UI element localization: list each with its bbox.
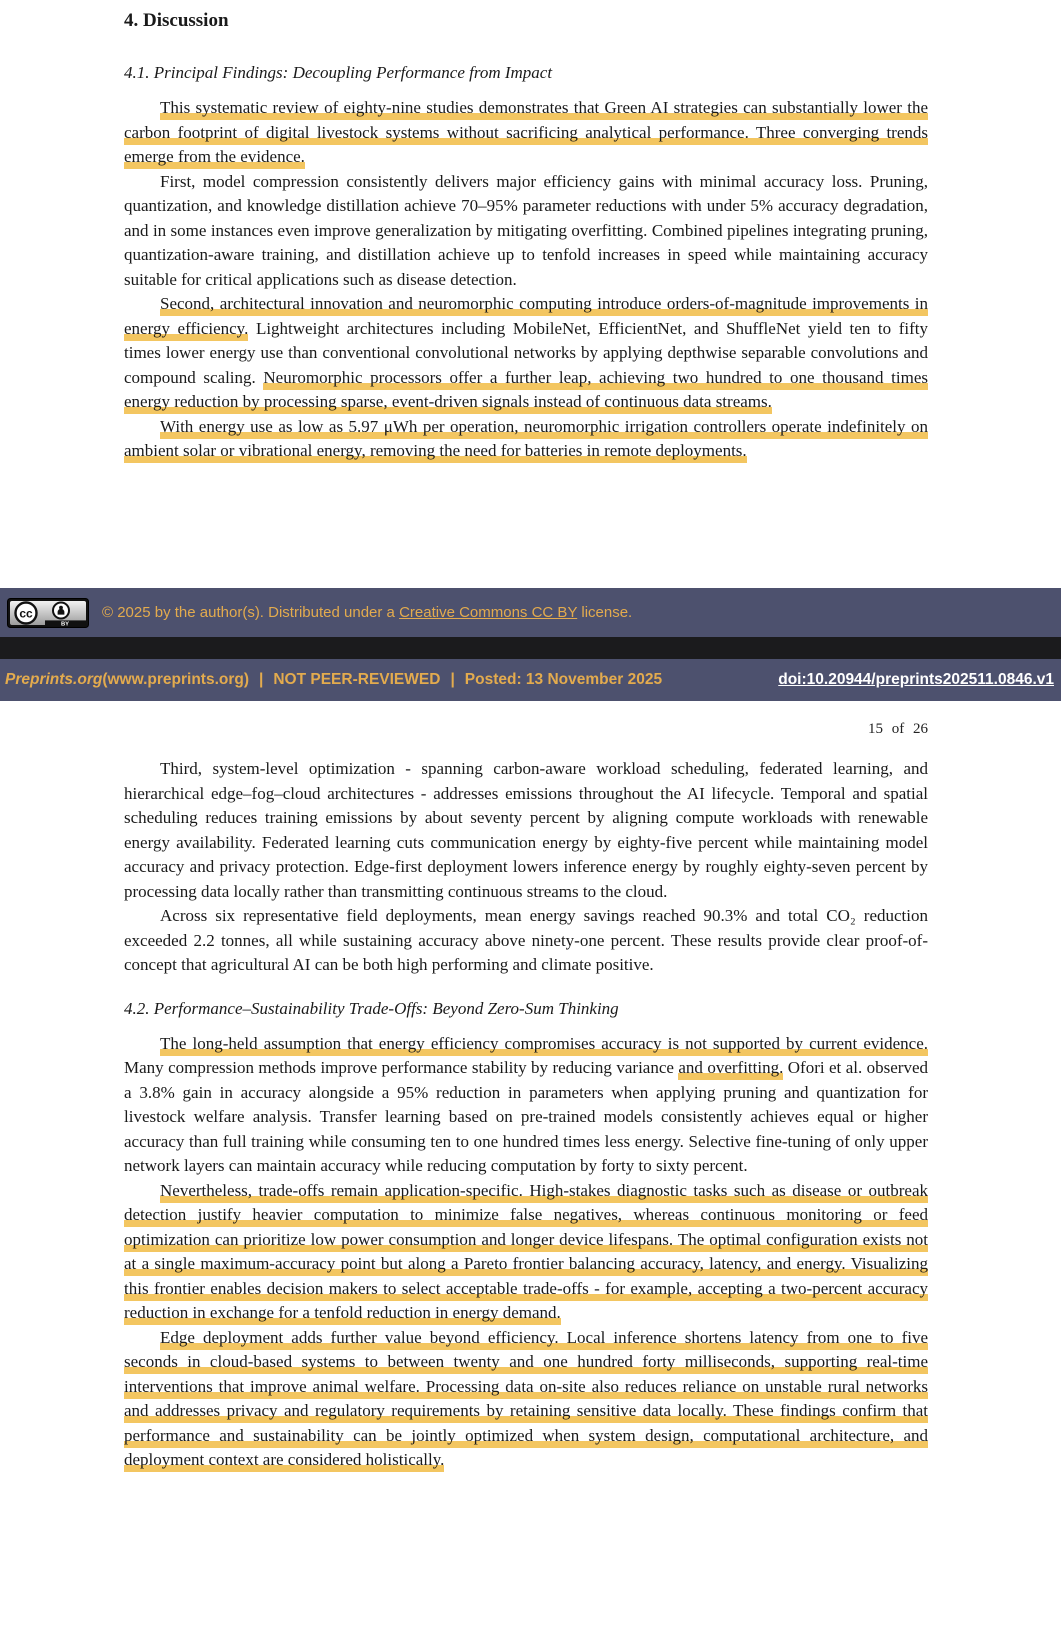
not-peer-reviewed-label: NOT PEER-REVIEWED — [273, 671, 441, 688]
paragraph — [124, 96, 928, 170]
cc-text-after-link: license. — [577, 604, 633, 621]
body-text: Many compression methods improve performance stability by reducing variance — [124, 1058, 679, 1077]
paragraph — [124, 415, 928, 464]
subsection-heading-4-1: 4.1. Principal Findings: Decoupling Performance from Impact — [124, 63, 553, 82]
highlighted-text: Edge deployment adds further value beyond efficiency. Local inference shortens latency from one to five seconds in cloud-based systems to between twenty and one hundred forty milliseconds, supporting real-time interventions that improve animal welfare. Processing data on-site also reduces reliance on unstable rural networks and addresses privacy and regulatory requirements by retaining sensitive data locally. These findings confirm that performance and sustainability can be jointly optimized when system design, computational architecture, and deployment context are considered holistically. — [124, 1328, 928, 1473]
body-paragraphs-top — [124, 96, 928, 464]
page-divider — [0, 637, 1061, 659]
paragraph — [124, 170, 928, 293]
cc-license-text — [102, 604, 632, 621]
section-heading: 4. Discussion — [124, 10, 229, 31]
paragraph — [124, 292, 928, 415]
site-url: (www.preprints.org) — [102, 671, 250, 688]
paragraph — [124, 757, 928, 904]
page-number: 15 of 26 — [868, 721, 928, 737]
creative-commons-link[interactable]: Creative Commons CC BY — [399, 604, 578, 621]
body-text: Lightweight architectures including MobileNet, EfficientNet, and ShuffleNet yield ten to fifty times lower energy use than conventional convolutional networks by applying depthwise separable convolutions and compound scaling. — [124, 318, 929, 387]
preprints-banner — [0, 659, 1061, 701]
paragraph — [124, 1179, 928, 1326]
highlighted-text: Neuromorphic processors offer a further leap, achieving two hundred to one thousand times energy reduction by processing sparse, event-driven signals instead of continuous data streams. — [124, 368, 928, 415]
cc-text-before-link: © 2025 by the author(s). Distributed under a — [102, 604, 400, 621]
doi-link[interactable]: doi:10.20944/preprints202511.0846.v1 — [778, 671, 1054, 688]
cc-license-banner — [0, 588, 1061, 637]
body-text: First, model compression consistently delivers major efficiency gains with minimal accuracy loss. Pruning, quantization, and knowledge distillation achieve 70–95% parameter reductions with under 5% accuracy degradation, and in some instances even improve generalization by mitigating overfitting. Combined pipelines integrating pruning, quantization-aware training, and distillation achieve up to tenfold increases in speed while maintaining accuracy suitable for critical applications such as disease detection. — [124, 171, 928, 289]
by-label: BY — [60, 620, 70, 627]
cc-by-badge-icon — [7, 598, 89, 628]
site-name: Preprints.org — [5, 671, 103, 688]
cc-circle-label: cc — [19, 606, 33, 620]
highlighted-text: Second, architectural innovation and neuromorphic computing introduce orders-of-magnitude improvements in energy efficiency. — [124, 294, 928, 341]
subsection-heading-4-2: 4.2. Performance–Sustainability Trade-Offs: Beyond Zero-Sum Thinking — [124, 998, 619, 1018]
body-text: Third, system-level optimization - spanning carbon-aware workload scheduling, federated learning, and hierarchical edge–fog–cloud architectures - addresses emissions throughout the AI lifecycle. Temporal and spatial scheduling reduces training emissions by about seventy percent by aligning compute workloads with renewable energy availability. Federated learning cuts communication energy by eighty-five percent while maintaining model accuracy and privacy protection. Edge-first deployment lowers inference energy by roughly eighty-seven percent by processing data locally rather than transmitting continuous streams to the cloud. — [124, 759, 928, 901]
separator-bar: | — [259, 671, 264, 688]
preprints-banner-left — [5, 671, 662, 689]
body-text: Across six representative field deployments, mean energy savings reached 90.3% and total CO₂ reduction exceeded 2.2 tonnes, all while sustaining accuracy above ninety-one percent. These results provide clear proof-of-concept that agricultural AI can be both high performing and climate positive. — [124, 906, 928, 974]
highlighted-text: and overfitting. — [678, 1058, 783, 1080]
paragraph — [124, 904, 928, 978]
page-bottom-content — [0, 721, 1061, 1487]
highlighted-text: The long-held assumption that energy efficiency compromises accuracy is not supported by current evidence. — [160, 1034, 928, 1056]
separator-bar: | — [450, 671, 455, 688]
highlighted-text: This systematic review of eighty-nine studies demonstrates that Green AI strategies can substantially lower the carbon footprint of digital livestock systems without sacrificing analytical performance. Three converging trends emerge from the evidence. — [124, 98, 928, 169]
highlighted-text: Nevertheless, trade-offs remain application-specific. High-stakes diagnostic tasks such as disease or outbreak detection justify heavier computation to minimize false negatives, whereas continuous monitoring or feed optimization can prioritize low power consumption and longer device lifespans. The optimal configuration exists not at a single maximum-accuracy point but along a Pareto frontier balancing accuracy, latency, and energy. Visualizing this frontier enables decision makers to select acceptable trade-offs - for example, accepting a two-percent accuracy reduction in exchange for a tenfold reduction in energy demand. — [124, 1181, 928, 1326]
posted-date: Posted: 13 November 2025 — [464, 671, 663, 688]
body-paragraphs-after-4-2 — [124, 1032, 928, 1473]
paragraph — [124, 1032, 928, 1179]
paragraph — [124, 1326, 928, 1473]
body-paragraphs-before-4-2 — [124, 757, 928, 978]
highlighted-text: With energy use as low as 5.97 μWh per operation, neuromorphic irrigation controllers operate indefinitely on ambient solar or vibrational energy, removing the need for batteries in remote deployments. — [124, 417, 928, 464]
page-top-fragment — [0, 0, 1061, 588]
body-text: Ofori et al. observed a 3.8% gain in accuracy alongside a 95% reduction in parameters when applying pruning and quantization for livestock welfare analysis. Transfer learning based on pre-trained models consistently achieves equal or higher accuracy than full training while consuming ten to one hundred times less energy. Selective fine-tuning of only upper network layers can maintain accuracy while reducing computation by forty to sixty percent. — [124, 1058, 929, 1175]
